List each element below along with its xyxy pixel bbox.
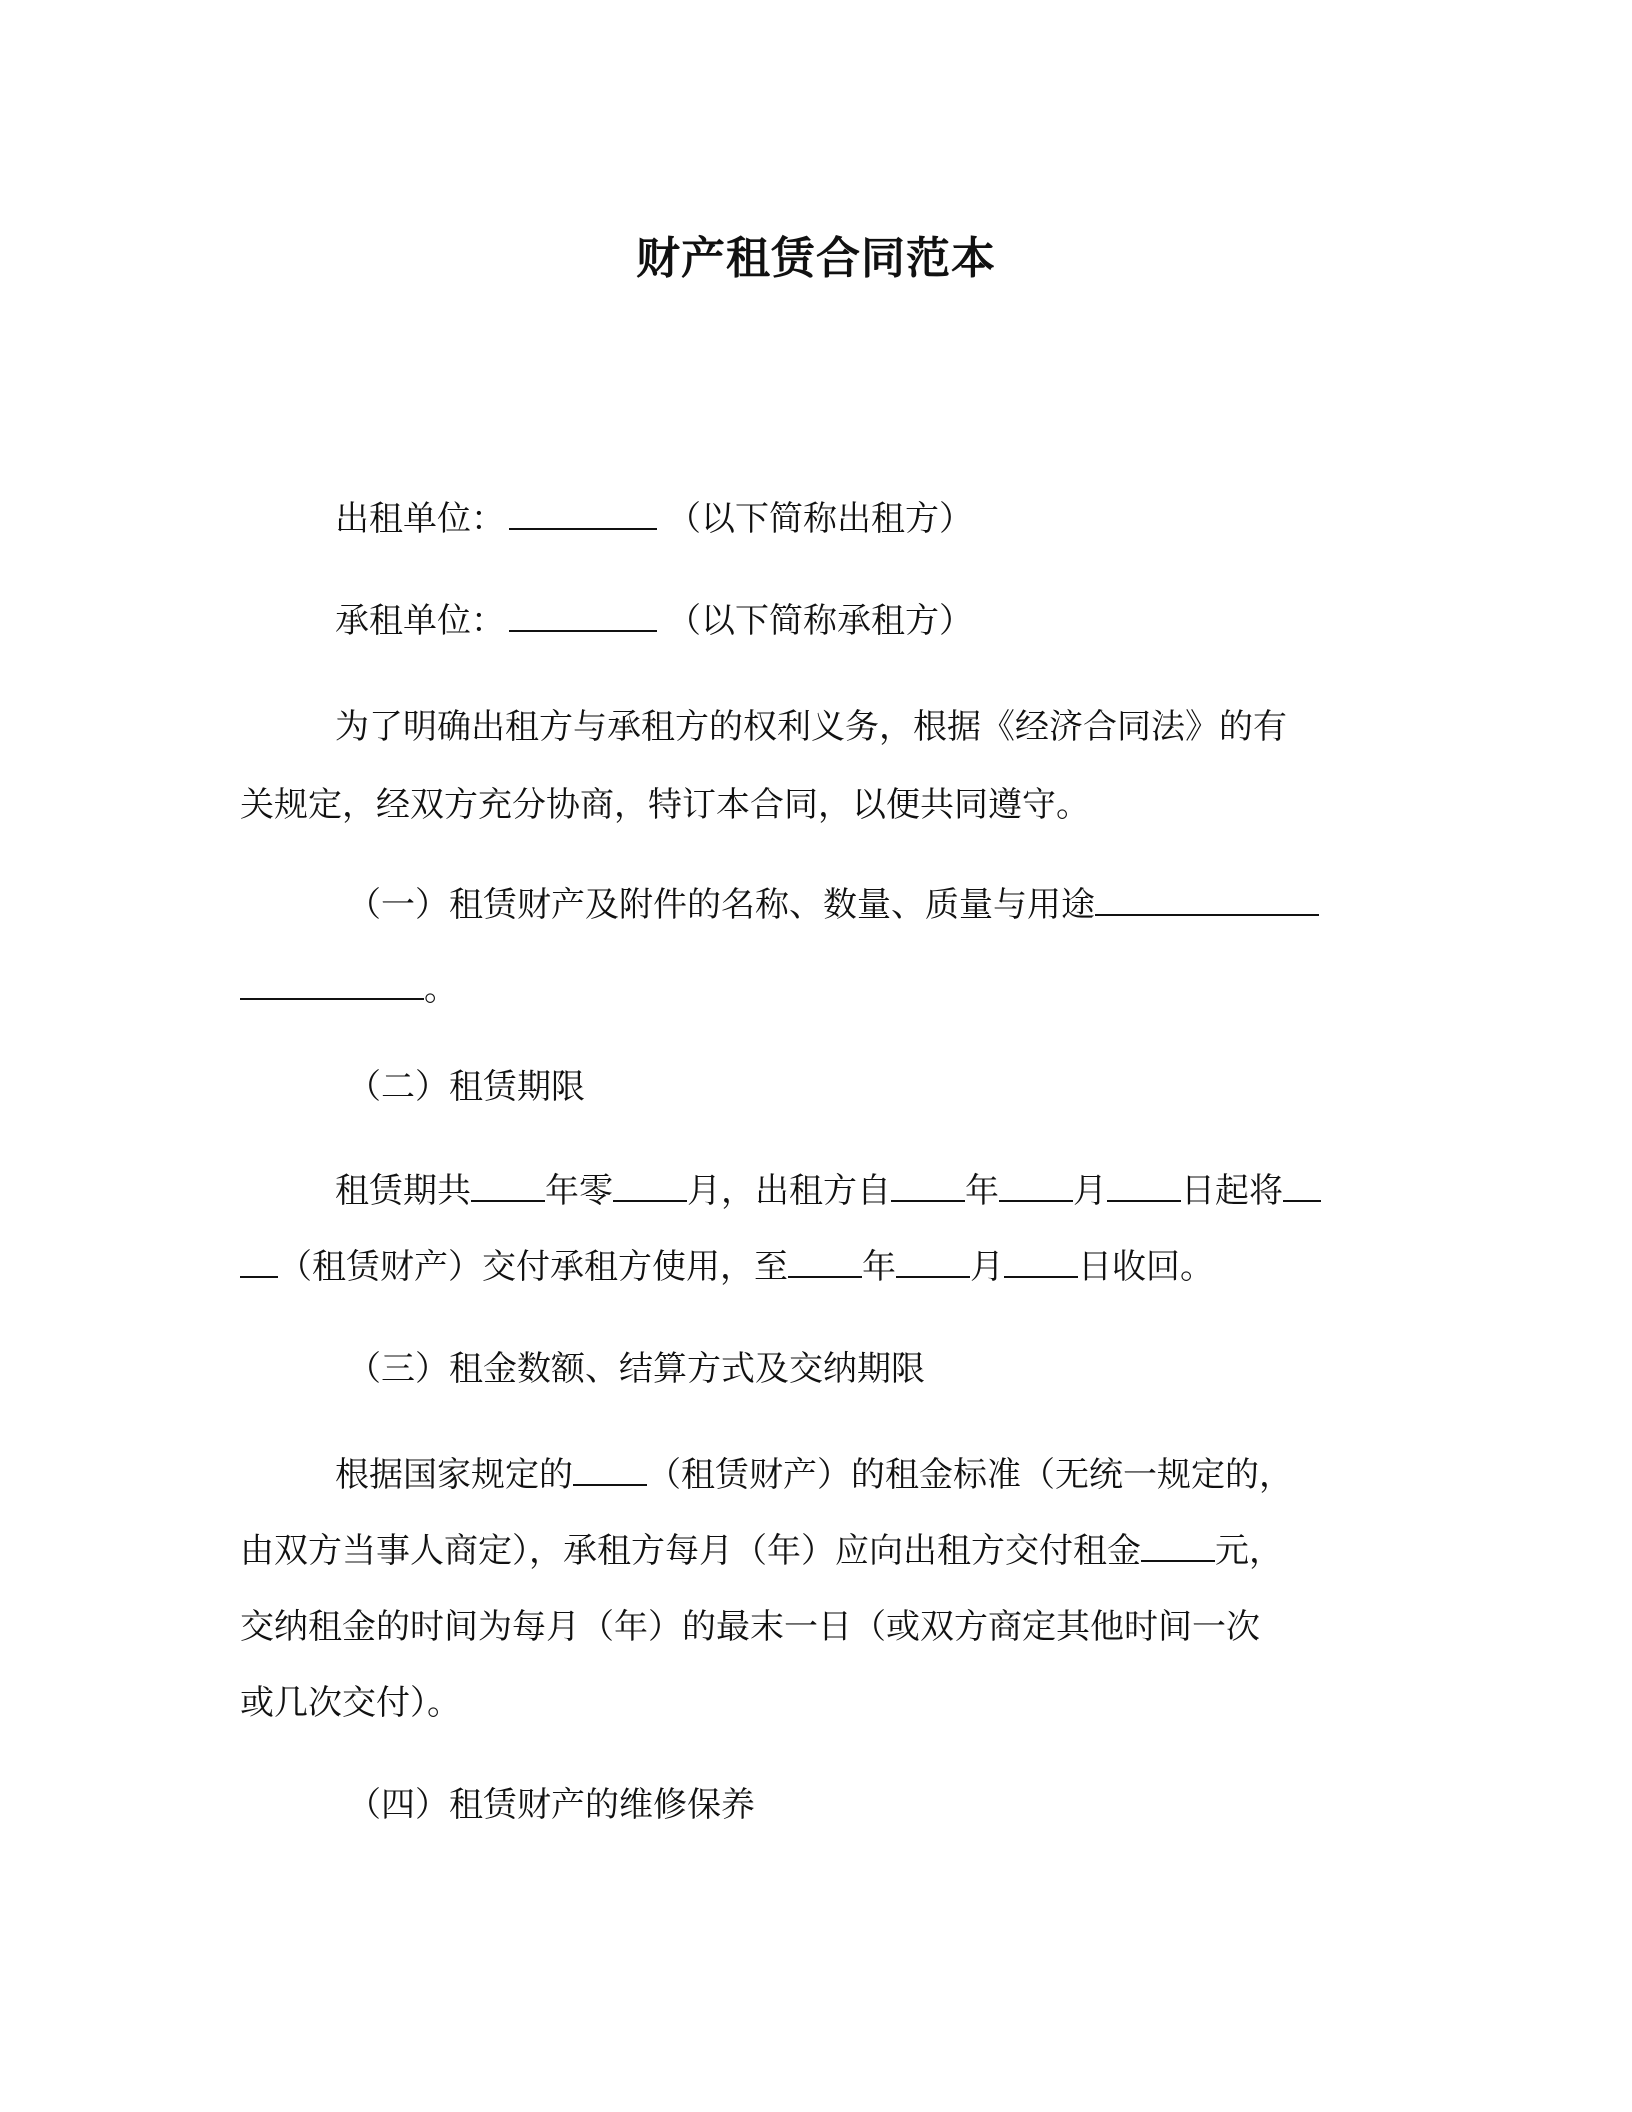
end-year-blank [788,1246,862,1278]
term-text-6: 日起将 [1181,1171,1283,1211]
section-3-line-1 [335,1452,1380,1498]
section-1-heading: （一）租赁财产及附件的名称、数量、质量与用途 [347,885,1095,925]
lessee-suffix: （以下简称承租方） [667,601,973,641]
rent-text-2: （租赁财产）的租金标准（无统一规定的， [647,1455,1293,1495]
lessor-blank [509,498,657,530]
lessor-suffix: （以下简称出租方） [667,499,973,539]
lessor-label: 出租单位： [335,499,505,539]
start-year-blank [891,1170,965,1202]
end-month-blank [896,1246,970,1278]
section-3-line-2 [240,1528,1380,1574]
end-day-blank [1004,1246,1078,1278]
lessee-label: 承租单位： [335,601,505,641]
term-text-5: 月 [1073,1171,1107,1211]
term-years-blank [471,1170,545,1202]
section-1-end: 。 [424,969,458,1009]
section-3-heading: （三）租金数额、结算方式及交纳期限 [347,1349,925,1389]
term-text-10: 日收回。 [1078,1247,1214,1287]
term-text-8: 年 [862,1247,896,1287]
section-3-line-3: 交纳租金的时间为每月（年）的最末一日（或双方商定其他时间一次 [240,1607,1260,1647]
term-text-3: 月，出租方自 [687,1171,891,1211]
term-text-2: 年零 [545,1171,613,1211]
rent-text-4: 元， [1215,1531,1283,1571]
term-months-blank [613,1170,687,1202]
intro-line-2: 关规定，经双方充分协商，特订本合同，以便共同遵守。 [240,785,1090,825]
section-1-line [347,882,1380,928]
start-month-blank [999,1170,1073,1202]
property-blank-a [1283,1170,1321,1202]
property-blank-b [240,1246,278,1278]
section-2-heading: （二）租赁期限 [347,1067,585,1107]
term-text-9: 月 [970,1247,1004,1287]
document-title: 财产租赁合同范本 [636,233,996,284]
rent-property-blank [573,1454,647,1486]
rent-amount-blank [1141,1530,1215,1562]
section-2-para-line-2 [240,1244,1380,1290]
lessor-line [335,496,1380,542]
section-1-line-2 [240,966,1380,1012]
section-2-para-line-1 [335,1168,1380,1214]
term-text-4: 年 [965,1171,999,1211]
section-1-blank-a [1095,884,1319,916]
section-4-heading: （四）租赁财产的维修保养 [347,1785,755,1825]
section-3-line-4: 或几次交付）。 [240,1683,461,1723]
start-day-blank [1107,1170,1181,1202]
rent-text-1: 根据国家规定的 [335,1455,573,1495]
section-1-blank-b [240,968,424,1000]
lessee-line [335,598,1380,644]
intro-line-1: 为了明确出租方与承租方的权利义务，根据《经济合同法》的有 [335,707,1287,747]
term-text-7: （租赁财产）交付承租方使用，至 [278,1247,788,1287]
lessee-blank [509,600,657,632]
rent-text-3: 由双方当事人商定），承租方每月（年）应向出租方交付租金 [240,1531,1141,1571]
term-text-1: 租赁期共 [335,1171,471,1211]
